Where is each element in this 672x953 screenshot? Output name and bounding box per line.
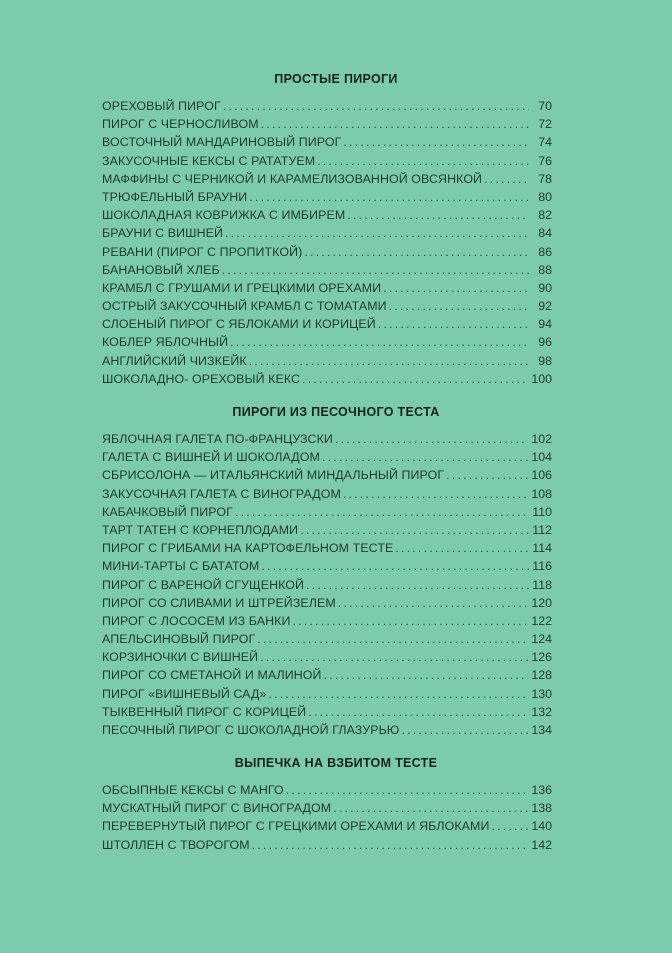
dot-leader [308,703,528,721]
dot-leader [333,799,528,817]
toc-entry[interactable] [102,430,552,448]
dot-leader [324,666,529,684]
dot-leader [306,576,529,594]
entry-page-number: 122 [531,613,552,628]
dot-leader [257,630,528,648]
dot-leader [300,521,529,539]
entry-page-number: 86 [538,244,552,259]
dot-leader [268,685,528,703]
toc-entry[interactable] [102,485,552,503]
entry-page-number: 98 [538,353,552,368]
toc-entry[interactable] [102,539,552,557]
toc-entry[interactable] [102,576,552,594]
dot-leader [338,594,529,612]
toc-entry[interactable] [102,352,552,370]
dot-leader [235,503,529,521]
toc-entry[interactable] [102,557,552,575]
entry-title: ГАЛЕТА С ВИШНЕЙ И ШОКОЛАДОМ [102,450,320,465]
entry-page-number: 112 [532,522,552,537]
dot-leader [446,466,528,484]
toc-list [102,781,552,854]
entry-page-number: 106 [531,468,552,483]
entry-title: ЯБЛОЧНАЯ ГАЛЕТА ПО-ФРАНЦУЗСКИ [102,432,333,446]
entry-page-number: 116 [532,559,552,574]
entry-page-number: 84 [538,226,552,241]
toc-entry[interactable] [102,466,552,484]
entry-page-number: 136 [531,783,552,797]
entry-title: ПЕРЕВЕРНУТЫЙ ПИРОГ С ГРЕЦКИМИ ОРЕХАМИ И ЯБЛОКАМИ [102,819,490,834]
entry-page-number: 114 [532,541,552,556]
section-heading: ВЫПЕЧКА НА ВЗБИТОМ ТЕСТЕ [234,756,438,770]
entry-title: БРАУНИ С ВИШНЕЙ [102,226,223,241]
toc-entry[interactable] [102,612,552,630]
entry-page-number: 78 [538,171,552,186]
entry-page-number: 76 [538,153,552,168]
entry-title: РЕВАНИ (ПИРОГ С ПРОПИТКОЙ) [102,244,303,259]
toc-entry[interactable] [102,503,552,521]
entry-title: МАФФИНЫ С ЧЕРНИКОЙ И КАРАМЕЛИЗОВАННОЙ ОВСЯНКОЙ [102,171,483,186]
dot-leader [252,836,529,854]
dot-leader [260,648,528,666]
dot-leader [335,430,528,448]
entry-title: ПИРОГ С ГРИБАМИ НА КАРТОФЕЛЬНОМ ТЕСТЕ [102,541,394,556]
entry-title: ПИРОГ СО СЛИВАМИ И ШТРЕЙЗЕЛЕМ [102,595,336,610]
dot-leader [317,152,529,170]
entry-page-number: 128 [531,668,552,683]
entry-page-number: 140 [531,819,552,834]
dot-leader [286,781,529,799]
entry-page-number: 90 [538,280,552,295]
dot-leader [383,279,529,297]
entry-page-number: 108 [531,486,552,501]
toc-entry[interactable] [102,521,552,539]
dot-leader [395,539,529,557]
dot-leader [401,721,528,739]
entry-title: ПИРОГ С ЧЕРНОСЛИВОМ [102,117,259,132]
entry-title: ЗАКУСОЧНАЯ ГАЛЕТА С ВИНОГРАДОМ [102,486,341,501]
toc-entry[interactable] [102,721,552,739]
toc-entry[interactable] [102,261,552,279]
entry-title: ОБСЫПНЫЕ КЕКСЫ С МАНГО [102,783,284,797]
toc-entry[interactable] [102,188,552,206]
toc-list [102,430,552,739]
entry-page-number: 110 [532,504,552,519]
dot-leader [302,370,528,388]
entry-page-number: 100 [531,371,552,386]
toc-entry[interactable] [102,152,552,170]
toc-entry[interactable] [102,799,552,817]
toc-entry[interactable] [102,333,552,351]
entry-title: БАНАНОВЫЙ ХЛЕБ [102,262,220,277]
entry-page-number: 102 [531,432,552,446]
entry-page-number: 132 [531,704,552,719]
dot-leader [261,557,529,575]
entry-title: МИНИ-ТАРТЫ С БАТАТОМ [102,559,260,574]
entry-page-number: 94 [538,317,552,332]
entry-title: СЛОЕНЫЙ ПИРОГ С ЯБЛОКАМИ И КОРИЦЕЙ [102,317,376,332]
section-heading: ПРОСТЫЕ ПИРОГИ [274,72,398,86]
toc-list [102,97,552,388]
entry-page-number: 96 [538,335,552,350]
entry-title: ПИРОГ СО СМЕТАНОЙ И МАЛИНОЙ [102,668,322,683]
dot-leader [225,224,529,242]
dot-leader [389,297,529,315]
entry-title: МУСКАТНЫЙ ПИРОГ С ВИНОГРАДОМ [102,801,332,816]
entry-page-number: 138 [531,801,552,816]
entry-title: ВОСТОЧНЫЙ МАНДАРИНОВЫЙ ПИРОГ [102,135,342,150]
entry-title: ТАРТ ТАТЕН С КОРНЕПЛОДАМИ [102,522,299,537]
entry-page-number: 92 [538,299,552,314]
entry-title: ПЕСОЧНЫЙ ПИРОГ С ШОКОЛАДНОЙ ГЛАЗУРЬЮ [102,723,400,737]
dot-leader [378,315,529,333]
toc-entry[interactable] [102,243,552,261]
entry-page-number: 88 [538,262,552,277]
entry-title: ПИРОГ С ВАРЕНОЙ СГУЩЕНКОЙ [102,577,305,592]
dot-leader [304,243,529,261]
entry-title: ШТОЛЛЕН С ТВОРОГОМ [102,837,250,852]
toc-entry[interactable] [102,370,552,388]
entry-title: АПЕЛЬСИНОВЫЙ ПИРОГ [102,632,256,647]
toc-entry[interactable] [102,170,552,188]
entry-title: ПИРОГ «ВИШНЕВЫЙ САД» [102,686,267,701]
toc-entry[interactable] [102,648,552,666]
toc-entry[interactable] [102,594,552,612]
entry-title: ТЫКВЕННЫЙ ПИРОГ С КОРИЦЕЙ [102,704,307,719]
dot-leader [261,115,529,133]
entry-page-number: 118 [532,577,552,592]
entry-title: СБРИСОЛОНА — ИТАЛЬЯНСКИЙ МИНДАЛЬНЫЙ ПИРОГ [102,468,445,483]
entry-page-number: 80 [538,189,552,204]
dot-leader [322,448,528,466]
toc-entry[interactable] [102,224,552,242]
entry-page-number: 70 [538,99,552,113]
entry-page-number: 82 [538,208,552,223]
dot-leader [484,170,529,188]
toc-entry[interactable] [102,297,552,315]
entry-title: КОБЛЕР ЯБЛОЧНЫЙ [102,335,229,350]
toc-entry[interactable] [102,630,552,648]
toc-entry[interactable] [102,781,552,799]
dot-leader [491,817,528,835]
toc-entry[interactable] [102,685,552,703]
entry-title: ПИРОГ С ЛОСОСЕМ ИЗ БАНКИ [102,613,291,628]
dot-leader [222,261,529,279]
toc-entry[interactable] [102,97,552,115]
entry-page-number: 124 [531,632,552,647]
entry-title: ОСТРЫЙ ЗАКУСОЧНЫЙ КРАМБЛ С ТОМАТАМИ [102,299,387,314]
entry-page-number: 142 [531,837,552,852]
toc-entry[interactable] [102,448,552,466]
entry-title: КОРЗИНОЧКИ С ВИШНЕЙ [102,650,259,665]
dot-leader [223,97,529,115]
entry-page-number: 104 [531,450,552,465]
entry-title: АНГЛИЙСКИЙ ЧИЗКЕЙК [102,353,247,368]
entry-title: ОРЕХОВЫЙ ПИРОГ [102,99,221,113]
entry-page-number: 130 [531,686,552,701]
entry-title: КАБАЧКОВЫЙ ПИРОГ [102,504,233,519]
toc-entry[interactable] [102,703,552,721]
toc-entry[interactable] [102,836,552,854]
toc-entry[interactable] [102,279,552,297]
dot-leader [292,612,528,630]
toc-entry[interactable] [102,315,552,333]
entry-title: ТРЮФЕЛЬНЫЙ БРАУНИ [102,189,248,204]
dot-leader [347,206,529,224]
toc-entry[interactable] [102,115,552,133]
toc-entry[interactable] [102,817,552,835]
toc-entry[interactable] [102,666,552,684]
entry-page-number: 74 [538,135,552,150]
dot-leader [343,485,528,503]
toc-entry[interactable] [102,206,552,224]
toc-entry[interactable] [102,133,552,151]
dot-leader [249,188,529,206]
dot-leader [249,352,529,370]
section-heading: ПИРОГИ ИЗ ПЕСОЧНОГО ТЕСТА [232,405,440,419]
entry-title: ШОКОЛАДНАЯ КОВРИЖКА С ИМБИРЕМ [102,208,346,223]
entry-title: ЗАКУСОЧНЫЕ КЕКСЫ С РАТАТУЕМ [102,153,316,168]
entry-page-number: 126 [531,650,552,665]
entry-page-number: 134 [531,723,552,737]
dot-leader [230,333,529,351]
entry-page-number: 72 [538,117,552,132]
entry-title: КРАМБЛ С ГРУШАМИ И ГРЕЦКИМИ ОРЕХАМИ [102,280,382,295]
dot-leader [343,133,529,151]
entry-title: ШОКОЛАДНО- ОРЕХОВЫЙ КЕКС [102,371,301,386]
entry-page-number: 120 [531,595,552,610]
